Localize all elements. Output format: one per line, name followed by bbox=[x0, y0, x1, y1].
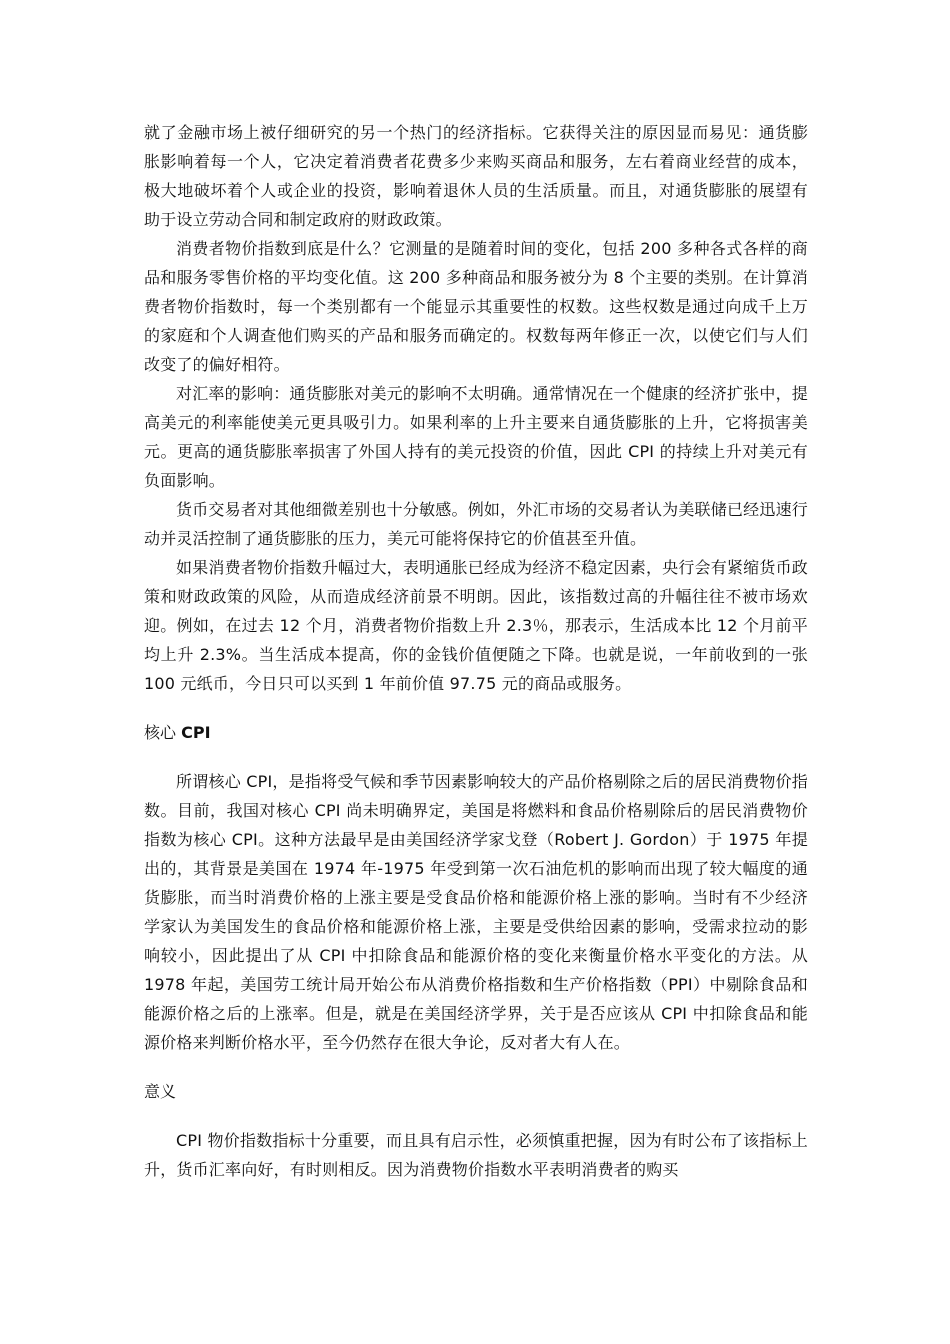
heading-meaning: 意义 bbox=[144, 1082, 177, 1101]
paragraph-currency-traders: 货币交易者对其他细微差别也十分敏感。例如，外汇市场的交易者认为美联储已经迅速行动并灵活控制了通货膨胀的压力，美元可能将保持它的价值甚至升值。 bbox=[144, 500, 808, 548]
paragraph-cpi-definition: 消费者物价指数到底是什么？它测量的是随着时间的变化，包括 200 多种各式各样的商品和服务零售价格的平均变化值。这 200 多种商品和服务被分为 8 个主要的类别。在计算消费者物价指数时，每一个类别都有一个能显示其重要性的权数。这些权数是通过向成千上万的家庭和个人调查他们购买的产品和服务而确定的。权数每两年修正一次，以使它们与人们改变了的偏好相符。 bbox=[144, 239, 808, 374]
paragraph-inflation-continued: 就了金融市场上被仔细研究的另一个热门的经济指标。它获得关注的原因显而易见：通货膨胀影响着每一个人，它决定着消费者花费多少来购买商品和服务，左右着商业经营的成本，极大地破坏着个人或企业的投资，影响着退休人员的生活质量。而且，对通货膨胀的展望有助于设立劳动合同和制定政府的财政政策。 bbox=[144, 123, 808, 229]
paragraph-exchange-rate-impact: 对汇率的影响：通货膨胀对美元的影响不太明确。通常情况在一个健康的经济扩张中，提高美元的利率能使美元更具吸引力。如果利率的上升主要来自通货膨胀的上升，它将损害美元。更高的通货膨胀率损害了外国人持有的美元投资的价值，因此 CPI 的持续上升对美元有负面影响。 bbox=[144, 384, 808, 490]
heading-core-cpi-prefix: 核心 bbox=[144, 723, 182, 742]
paragraph-meaning: CPI 物价指数指标十分重要，而且具有启示性，必须慎重把握，因为有时公布了该指标上升，货币汇率向好，有时则相反。因为消费物价指数水平表明消费者的购买 bbox=[144, 1131, 808, 1179]
document-body bbox=[144, 118, 808, 1184]
heading-core-cpi-bold: CPI bbox=[181, 723, 211, 742]
paragraph-cpi-rise: 如果消费者物价指数升幅过大，表明通胀已经成为经济不稳定因素，央行会有紧缩货币政策和财政政策的风险，从而造成经济前景不明朗。因此，该指数过高的升幅往往不被市场欢迎。例如，在过去 12 个月，消费者物价指数上升 2.3％，那表示，生活成本比 12 个月前平均上升 2.3%。当生活成本提高，你的金钱价值便随之下降。也就是说，一年前收到的一张 100 元纸币，今日只可以买到 1 年前价值 97.75 元的商品或服务。 bbox=[144, 558, 808, 693]
paragraph-core-cpi: 所谓核心 CPI，是指将受气候和季节因素影响较大的产品价格剔除之后的居民消费物价指数。目前，我国对核心 CPI 尚未明确界定，美国是将燃料和食品价格剔除后的居民消费物价指数为核心 CPI。这种方法最早是由美国经济学家戈登（Robert J. Gordon）于 1975 年提出的，其背景是美国在 1974 年-1975 年受到第一次石油危机的影响而出现了较大幅度的通货膨胀，而当时消费价格的上涨主要是受食品价格和能源价格上涨的影响。当时有不少经济学家认为美国发生的食品价格和能源价格上涨，主要是受供给因素的影响，受需求拉动的影响较小，因此提出了从 CPI 中扣除食品和能源价格的变化来衡量价格水平变化的方法。从 1978 年起，美国劳工统计局开始公布从消费价格指数和生产价格指数（PPI）中剔除食品和能源价格之后的上涨率。但是，就是在美国经济学界，关于是否应该从 CPI 中扣除食品和能源价格来判断价格水平，至今仍然存在很大争论，反对者大有人在。 bbox=[144, 772, 808, 1052]
heading-core-cpi bbox=[144, 718, 808, 747]
